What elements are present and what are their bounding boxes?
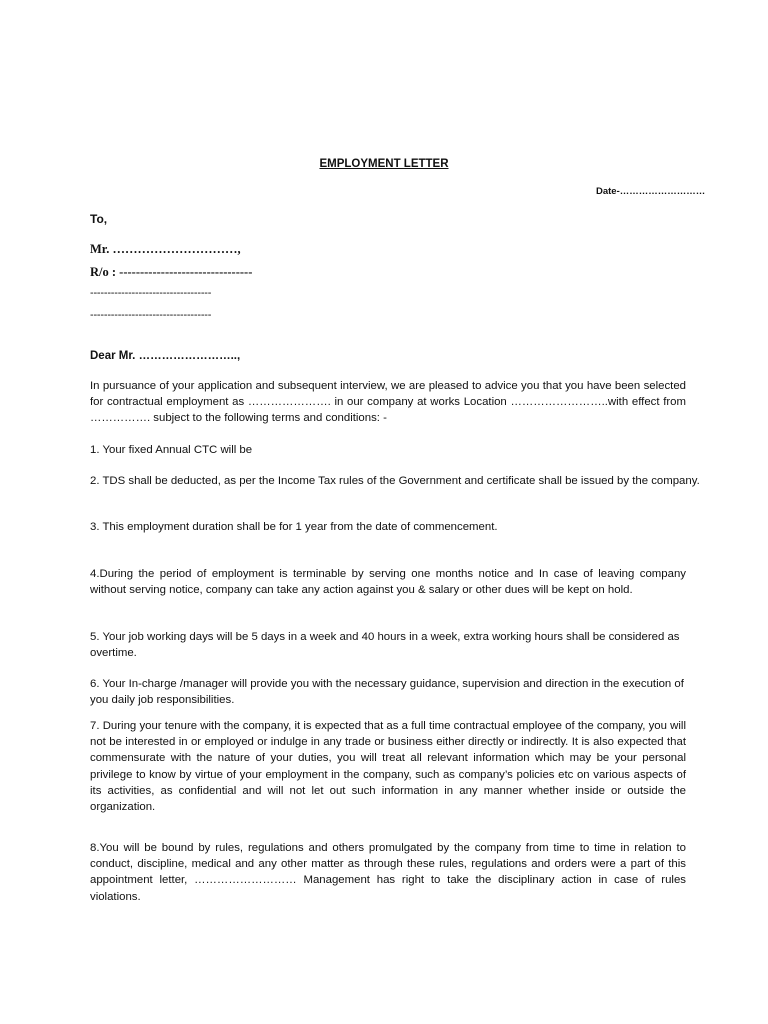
letter-title: EMPLOYMENT LETTER — [319, 158, 449, 170]
term-3: 3. This employment duration shall be for 1 year from the date of commencement. — [90, 521, 498, 533]
address-line-1: ----------------------------------- — [90, 287, 212, 299]
term-1: 1. Your fixed Annual CTC will be — [90, 444, 253, 456]
term-4: 4.During the period of employment is terminable by serving one months notice and In case of leaving company without serving notice, company can take any action against you & salary or other dues will be kept on hold. — [90, 568, 686, 597]
term-2: 2. TDS shall be deducted, as per the Income Tax rules of the Government and certificate shall be issued by the company. — [90, 475, 700, 487]
term-7: 7. During your tenure with the company, it is expected that as a full time contractual employee of the company, you will not be interested in or employed or indulge in any trade or business either directly or indirectly. It is also expected that commensurate with the nature of your duties, you will treat all relevant information which may be your personal privilege to know by virtue of your employment in the company, such as company’s policies etc on various aspects of its activities, as confidential and will not let out such information in any manner whether inside or outside the organization. — [90, 720, 686, 814]
salutation: Dear Mr. …………………….., — [90, 350, 241, 362]
term-6: 6. Your In-charge /manager will provide you with the necessary guidance, supervision and direction in the execution of you daily job responsibilities. — [90, 678, 684, 707]
term-5: 5. Your job working days will be 5 days in a week and 40 hours in a week, extra working hours shall be considered as overtime. — [90, 631, 680, 660]
date-field: Date-……………………… — [596, 186, 706, 197]
term-8: 8.You will be bound by rules, regulations and others promulgated by the company from time to time in relation to conduct, discipline, medical and any other matter as through these rules, regulations and orders were a part of this appointment letter, ……………………… Management has right to take the disciplinary action in case of rules violations. — [90, 842, 686, 903]
recipient-name-line: Mr. …………………………, — [90, 242, 241, 256]
intro-paragraph: In pursuance of your application and subsequent interview, we are pleased to advice you that you have been selected for contractual employment as …………………. in our company at works Location ……………………..with effect from ……………. subject to the following terms and conditions: - — [90, 380, 686, 425]
recipient-address-line: R/o : -------------------------------- — [90, 265, 253, 279]
address-line-2: ----------------------------------- — [90, 309, 212, 321]
to-label: To, — [90, 212, 108, 226]
